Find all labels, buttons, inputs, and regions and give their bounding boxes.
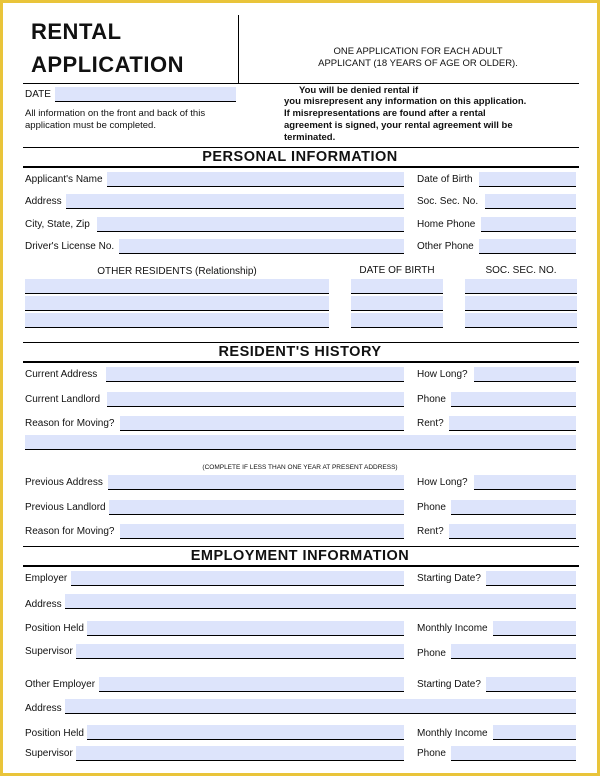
reason-moving-extra-field[interactable] xyxy=(25,435,576,450)
address-label: Address xyxy=(25,196,62,207)
how-long-2-field[interactable] xyxy=(474,475,576,490)
landlord-phone-label: Phone xyxy=(417,394,446,405)
notice-line-2: APPLICANT (18 YEARS OF AGE OR OLDER). xyxy=(318,58,518,69)
personal-heading-rule xyxy=(23,166,579,168)
drivers-license-label: Driver's License No. xyxy=(25,241,115,252)
resident-2-ssn[interactable] xyxy=(465,296,577,311)
home-phone-field[interactable] xyxy=(481,217,576,232)
rent-field[interactable] xyxy=(449,416,576,431)
ssn-label: Soc. Sec. No. xyxy=(417,196,479,207)
employment-top-rule xyxy=(23,546,579,547)
starting-date-label: Starting Date? xyxy=(417,573,481,584)
rent-label: Rent? xyxy=(417,418,444,429)
landlord-phone-2-label: Phone xyxy=(417,502,446,513)
monthly-income-label: Monthly Income xyxy=(417,623,488,634)
landlord-phone-2-field[interactable] xyxy=(451,500,576,515)
applicant-name-label: Applicant's Name xyxy=(25,174,103,185)
header-rule xyxy=(23,83,579,84)
how-long-label: How Long? xyxy=(417,369,468,380)
starting-date-2-label: Starting Date? xyxy=(417,679,481,690)
supervisor-2-label: Supervisor xyxy=(25,748,73,759)
rent-2-field[interactable] xyxy=(449,524,576,539)
resident-1-name[interactable] xyxy=(25,279,329,294)
previous-address-field[interactable] xyxy=(108,475,404,490)
info-line-1: All information on the front and back of this xyxy=(25,108,206,119)
city-state-zip-field[interactable] xyxy=(97,217,404,232)
employer-label: Employer xyxy=(25,573,68,584)
rent-2-label: Rent? xyxy=(417,526,444,537)
ssn-field[interactable] xyxy=(485,194,576,209)
supervisor-field[interactable] xyxy=(76,644,404,659)
starting-date-2-field[interactable] xyxy=(486,677,576,692)
supervisor-phone-label: Phone xyxy=(417,648,446,659)
applicant-name-field[interactable] xyxy=(107,172,404,187)
resident-1-dob[interactable] xyxy=(351,279,443,294)
resident-2-dob[interactable] xyxy=(351,296,443,311)
current-address-field[interactable] xyxy=(106,367,404,382)
other-residents-header: OTHER RESIDENTS (Relationship) xyxy=(97,266,257,277)
other-phone-field[interactable] xyxy=(479,239,576,254)
position-held-label: Position Held xyxy=(25,623,84,634)
other-employer-field[interactable] xyxy=(99,677,404,692)
personal-top-rule xyxy=(23,147,579,148)
rental-application-page xyxy=(3,3,597,773)
other-phone-label: Other Phone xyxy=(417,241,474,252)
how-long-field[interactable] xyxy=(474,367,576,382)
reason-moving-2-label: Reason for Moving? xyxy=(25,526,115,537)
other-employer-address-field[interactable] xyxy=(65,699,576,714)
position-held-2-label: Position Held xyxy=(25,728,84,739)
dob-label: Date of Birth xyxy=(417,174,473,185)
previous-landlord-field[interactable] xyxy=(109,500,404,515)
employer-field[interactable] xyxy=(71,571,404,586)
current-landlord-label: Current Landlord xyxy=(25,394,101,405)
other-employer-address-label: Address xyxy=(25,703,62,714)
how-long-2-label: How Long? xyxy=(417,477,468,488)
landlord-phone-field[interactable] xyxy=(451,392,576,407)
date-label: DATE xyxy=(25,89,51,100)
supervisor-phone-2-label: Phone xyxy=(417,748,446,759)
notice-line-1: ONE APPLICATION FOR EACH ADULT xyxy=(333,46,503,57)
current-landlord-field[interactable] xyxy=(107,392,404,407)
history-top-rule xyxy=(23,342,579,343)
starting-date-field[interactable] xyxy=(486,571,576,586)
history-heading: RESIDENT'S HISTORY xyxy=(218,344,382,360)
resident-3-dob[interactable] xyxy=(351,313,443,328)
reason-moving-2-field[interactable] xyxy=(120,524,404,539)
resident-3-name[interactable] xyxy=(25,313,329,328)
position-held-2-field[interactable] xyxy=(87,725,404,740)
title-line-2: APPLICATION xyxy=(31,52,184,77)
date-field[interactable] xyxy=(55,87,236,102)
reason-moving-field[interactable] xyxy=(120,416,404,431)
warning-line-5: terminated. xyxy=(284,132,336,143)
employer-address-field[interactable] xyxy=(65,594,576,609)
position-held-field[interactable] xyxy=(87,621,404,636)
other-employer-label: Other Employer xyxy=(25,679,96,690)
supervisor-phone-field[interactable] xyxy=(451,644,576,659)
warning-line-2: you misrepresent any information on this application. xyxy=(284,96,527,107)
resident-3-ssn[interactable] xyxy=(465,313,577,328)
monthly-income-2-field[interactable] xyxy=(493,725,576,740)
resident-2-name[interactable] xyxy=(25,296,329,311)
previous-address-label: Previous Address xyxy=(25,477,103,488)
employment-heading-rule xyxy=(23,565,579,567)
residents-dob-header: DATE OF BIRTH xyxy=(359,265,435,276)
info-line-2: application must be completed. xyxy=(25,120,156,131)
employer-address-label: Address xyxy=(25,599,62,610)
home-phone-label: Home Phone xyxy=(417,219,476,230)
warning-line-1: You will be denied rental if xyxy=(299,85,419,96)
title-line-1: RENTAL xyxy=(31,19,122,44)
complete-note: (COMPLETE IF LESS THAN ONE YEAR AT PRESENT ADDRESS) xyxy=(202,464,398,471)
personal-heading: PERSONAL INFORMATION xyxy=(202,149,398,165)
current-address-label: Current Address xyxy=(25,369,98,380)
previous-landlord-label: Previous Landlord xyxy=(25,502,106,513)
reason-moving-label: Reason for Moving? xyxy=(25,418,115,429)
warning-line-3: If misrepresentations are found after a rental xyxy=(284,108,486,119)
resident-1-ssn[interactable] xyxy=(465,279,577,294)
dob-field[interactable] xyxy=(479,172,576,187)
supervisor-label: Supervisor xyxy=(25,646,73,657)
city-state-zip-label: City, State, Zip xyxy=(25,219,90,230)
monthly-income-2-label: Monthly Income xyxy=(417,728,488,739)
supervisor-2-field[interactable] xyxy=(76,746,404,761)
history-heading-rule xyxy=(23,361,579,363)
drivers-license-field[interactable] xyxy=(119,239,404,254)
address-field[interactable] xyxy=(66,194,404,209)
residents-ssn-header: SOC. SEC. NO. xyxy=(485,265,557,276)
supervisor-phone-2-field[interactable] xyxy=(451,746,576,761)
warning-line-4: agreement is signed, your rental agreement will be xyxy=(284,120,513,131)
employment-heading: EMPLOYMENT INFORMATION xyxy=(190,548,410,564)
monthly-income-field[interactable] xyxy=(493,621,576,636)
